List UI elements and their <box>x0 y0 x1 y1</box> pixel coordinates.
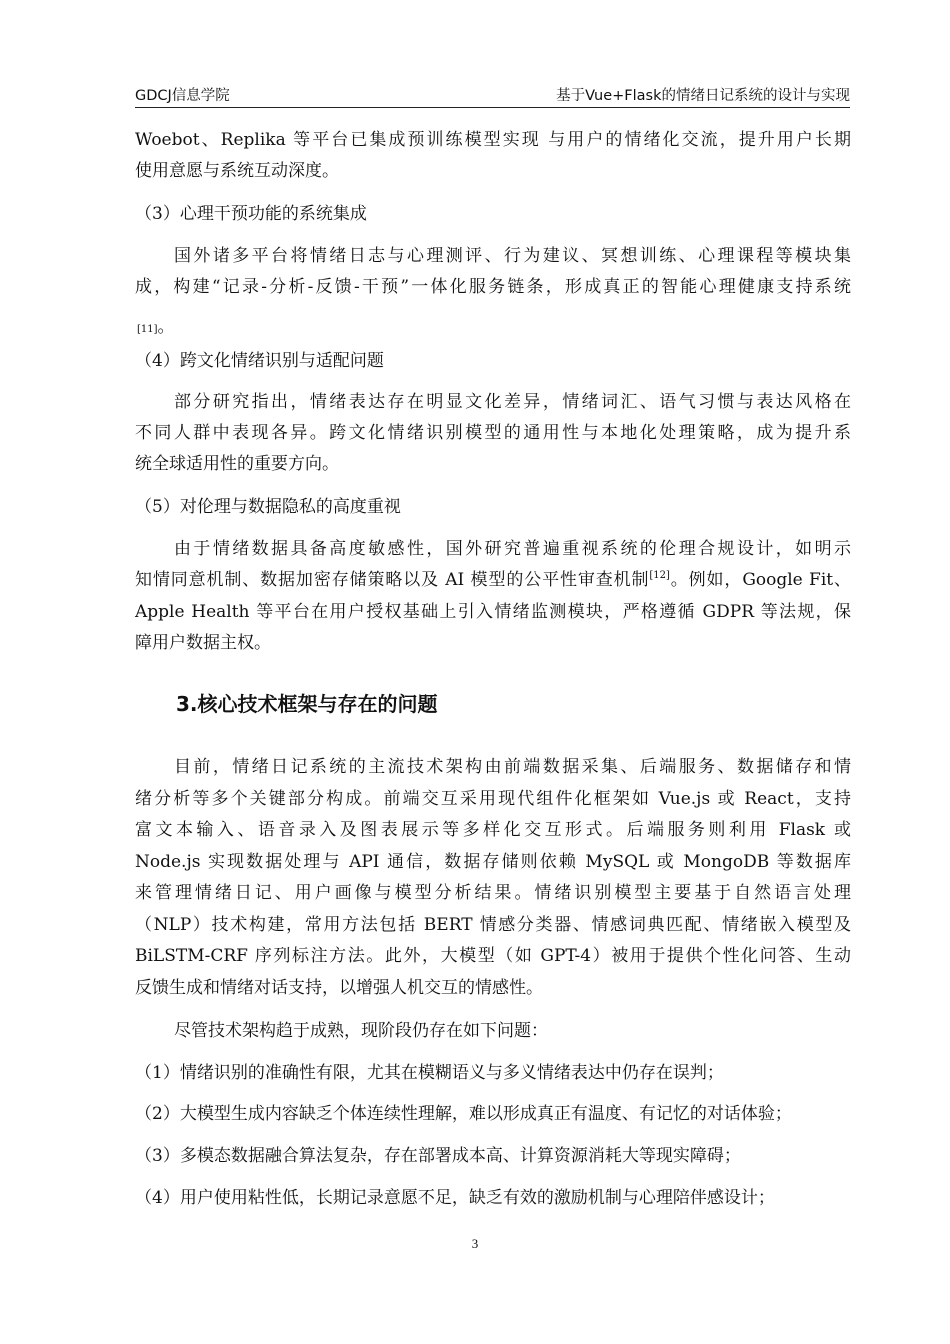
paragraph-line: 统全球适用性的重要方向。 <box>135 454 339 474</box>
paragraph-line: Node.js 实现数据处理与 API 通信，数据存储则依赖 MySQL 或 MongoDB 等数据库 <box>135 852 851 872</box>
page-header <box>135 82 850 106</box>
citation-line <box>137 312 175 337</box>
paragraph-line: Apple Health 等平台在用户授权基础上引入情绪监测模块，严格遵循 GDPR 等法规，保 <box>135 602 851 622</box>
issue-item: （2）大模型生成内容缺乏个体连续性理解，难以形成真正有温度、有记忆的对话体验； <box>135 1104 792 1124</box>
paragraph-line: 障用户数据主权。 <box>135 633 271 653</box>
paragraph-line: 成，构建“记录-分析-反馈-干预”一体化服务链条，形成真正的智能心理健康支持系统 <box>135 277 851 297</box>
subheading: （4）跨文化情绪识别与适配问题 <box>135 351 384 371</box>
page-number: 3 <box>471 1236 479 1251</box>
paragraph-line: 不同人群中表现各异。跨文化情绪识别模型的通用性与本地化处理策略，成为提升系 <box>135 423 851 443</box>
citation-ref: [12] <box>649 570 670 581</box>
issue-item: （3）多模态数据融合算法复杂，存在部署成本高、计算资源消耗大等现实障碍； <box>135 1146 741 1166</box>
subheading: （5）对伦理与数据隐私的高度重视 <box>135 497 401 517</box>
paragraph-line: 目前，情绪日记系统的主流技术架构由前端数据采集、后端服务、数据储存和情 <box>174 757 851 777</box>
section-heading: 3.核心技术框架与存在的问题 <box>176 692 438 716</box>
paragraph-line: 部分研究指出，情绪表达存在明显文化差异，情绪词汇、语气习惯与表达风格在 <box>174 392 851 412</box>
paragraph-line: 使用意愿与系统互动深度。 <box>135 161 339 181</box>
text-run: 。例如，Google Fit、 <box>669 570 851 590</box>
issue-item: （4）用户使用粘性低，长期记录意愿不足，缺乏有效的激励机制与心理陪伴感设计； <box>135 1188 775 1208</box>
subheading: （3）心理干预功能的系统集成 <box>135 204 367 224</box>
paragraph-line: BiLSTM-CRF 序列标注方法。此外，大模型（如 GPT-4）被用于提供个性化问答、生动 <box>135 946 851 966</box>
header-title: 基于Vue+Flask的情绪日记系统的设计与实现 <box>556 88 850 104</box>
issues-intro: 尽管技术架构趋于成熟，现阶段仍存在如下问题： <box>174 1021 548 1041</box>
paragraph-line: 反馈生成和情绪对话支持，以增强人机交互的情感性。 <box>135 978 543 998</box>
paragraph-line: （NLP）技术构建，常用方法包括 BERT 情感分类器、情感词典匹配、情绪嵌入模型及 <box>135 915 851 935</box>
paragraph-line: 来管理情绪日记、用户画像与模型分析结果。情绪识别模型主要基于自然语言处理 <box>135 883 851 903</box>
citation-tail: 。 <box>157 317 175 337</box>
paragraph-line: 绪分析等多个关键部分构成。前端交互采用现代组件化框架如 Vue.js 或 React，支持 <box>135 789 851 809</box>
citation-ref: [11] <box>137 324 158 335</box>
text-run: 知情同意机制、数据加密存储策略以及 AI 模型的公平性审查机制 <box>135 570 650 590</box>
paragraph-line: 由于情绪数据具备高度敏感性，国外研究普遍重视系统的伦理合规设计，如明示 <box>174 539 851 559</box>
paragraph-line <box>135 565 851 598</box>
paragraph-line: 国外诸多平台将情绪日志与心理测评、行为建议、冥想训练、心理课程等模块集 <box>174 246 851 266</box>
paragraph-line: Woebot、Replika 等平台已集成预训练模型实现 与用户的情绪化交流，提升用户长期 <box>135 130 851 150</box>
header-institution: GDCJ信息学院 <box>135 88 230 104</box>
paragraph-line: 富文本输入、语音录入及图表展示等多样化交互形式。后端服务则利用 Flask 或 <box>135 820 851 840</box>
header-rule <box>135 107 850 108</box>
issue-item: （1）情绪识别的准确性有限，尤其在模糊语义与多义情绪表达中仍存在误判； <box>135 1063 724 1083</box>
